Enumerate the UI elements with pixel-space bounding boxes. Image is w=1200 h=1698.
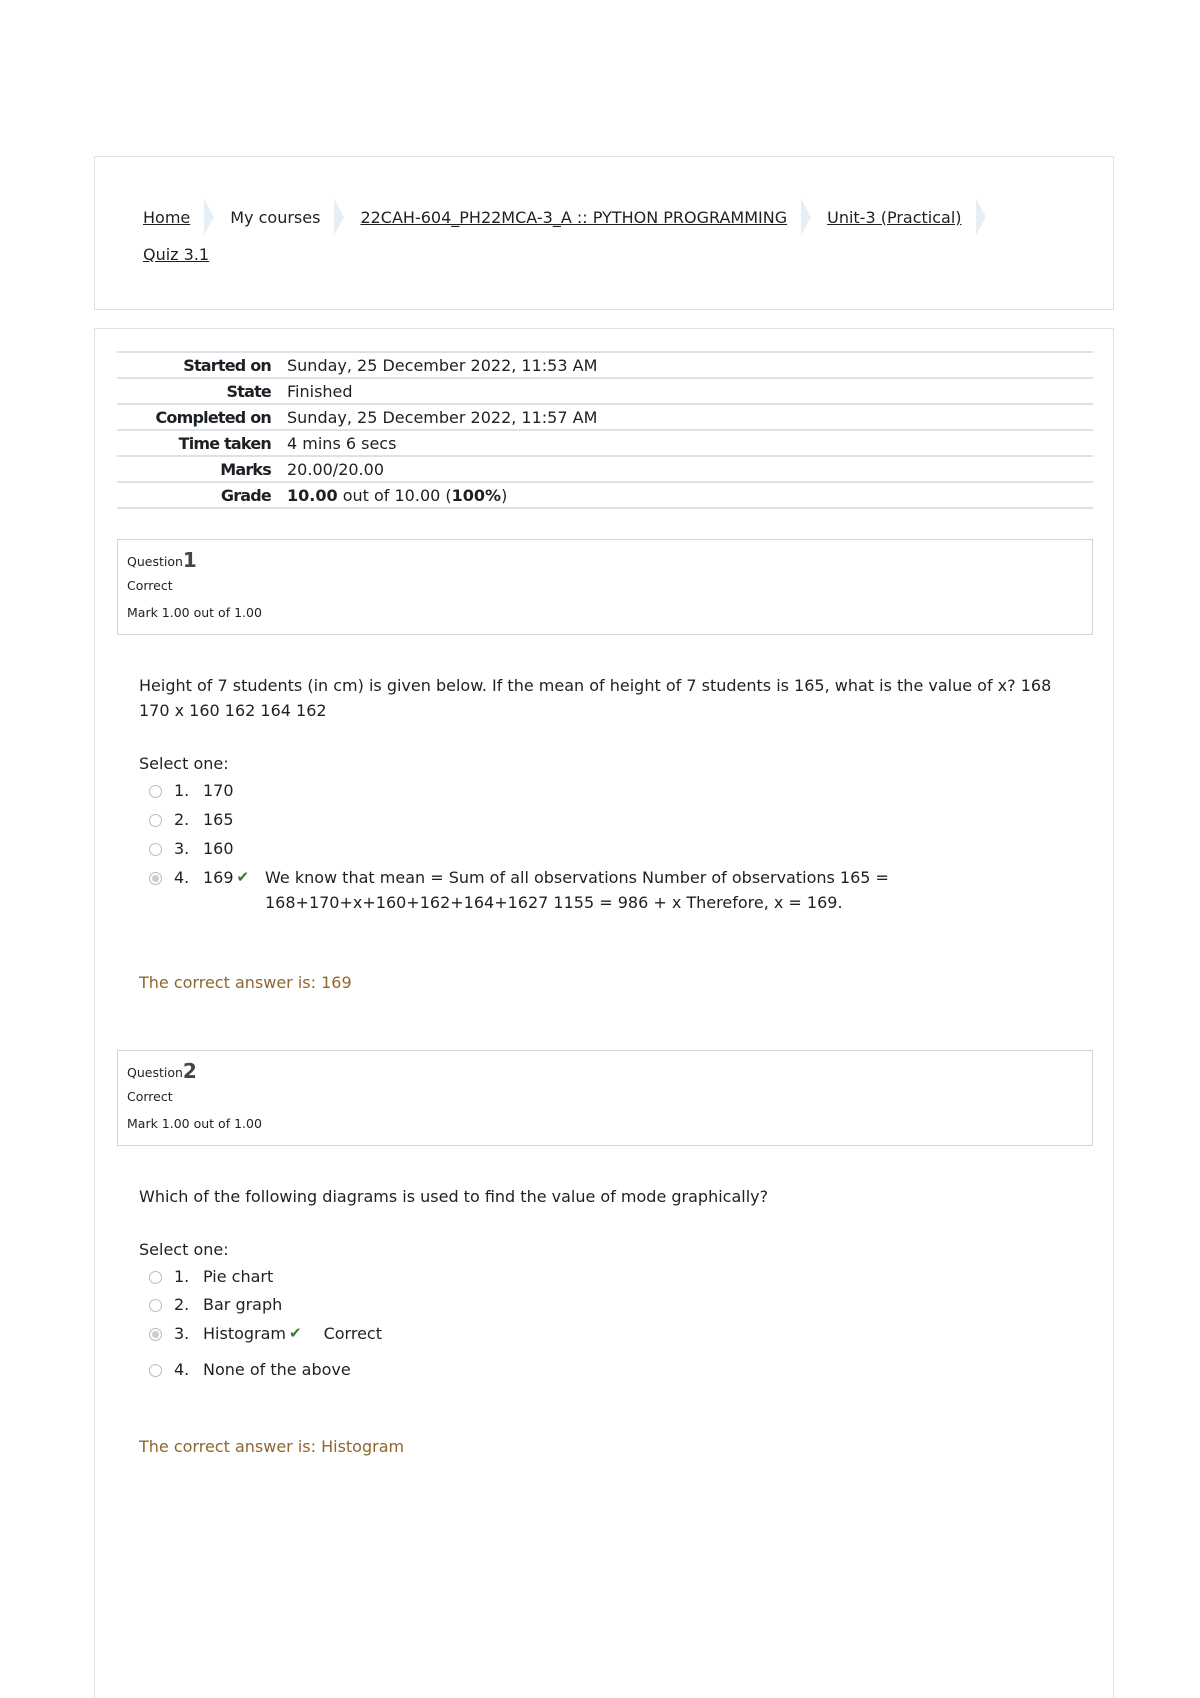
option-text: None of the above [203, 1360, 351, 1379]
answer-option[interactable] [149, 1267, 273, 1286]
summary-value: Sunday, 25 December 2022, 11:57 AM [287, 408, 598, 427]
summary-label: Completed on [155, 408, 271, 427]
summary-value: 20.00/20.00 [287, 460, 384, 479]
option-text: Histogram [203, 1324, 286, 1343]
question-state: Correct [127, 578, 173, 593]
breadcrumb-separator-icon [334, 199, 344, 235]
select-one-label: Select one: [139, 1240, 229, 1259]
option-number: 1. [174, 781, 190, 800]
question-label: Question [127, 1065, 183, 1080]
summary-row-started [117, 352, 1093, 378]
radio-button[interactable] [149, 1299, 162, 1312]
select-one-label: Select one: [139, 754, 229, 773]
option-text: 160 [203, 839, 234, 858]
answer-feedback: Correct [323, 1324, 382, 1343]
summary-label: Time taken [178, 434, 271, 453]
answer-option[interactable] [149, 810, 234, 829]
answer-option[interactable] [149, 1295, 282, 1314]
check-icon: ✔ [289, 1324, 302, 1342]
breadcrumb-separator-icon [976, 199, 986, 235]
option-text: Bar graph [203, 1295, 283, 1314]
radio-button[interactable] [149, 785, 162, 798]
summary-value: Finished [287, 382, 353, 401]
question-text-1: Height of 7 students (in cm) is given below. If the mean of height of 7 students is 165, what is the value of x? 168 170 x 160 162 164 162 [139, 676, 1052, 720]
summary-value: 4 mins 6 secs [287, 434, 397, 453]
radio-button[interactable] [149, 843, 162, 856]
question-number [127, 548, 197, 572]
option-number: 3. [174, 1324, 190, 1343]
question-grade: Mark 1.00 out of 1.00 [127, 1116, 262, 1131]
breadcrumb-panel [94, 156, 1114, 310]
option-number: 2. [174, 810, 190, 829]
grade-percent: 100% [451, 486, 502, 505]
question-number-value: 1 [182, 548, 197, 572]
question-text-2: Which of the following diagrams is used to find the value of mode graphically? [139, 1187, 769, 1206]
radio-button[interactable] [149, 1364, 162, 1377]
grade-end: ) [501, 486, 508, 505]
radio-button[interactable] [149, 1271, 162, 1284]
question-number [127, 1059, 197, 1083]
question-info-2 [117, 1050, 1093, 1146]
answer-option[interactable] [149, 1360, 351, 1379]
grade-mid: out of 10.00 ( [342, 486, 452, 505]
radio-button-checked[interactable] [149, 1328, 162, 1341]
quiz-review-region [94, 328, 1114, 1698]
option-text: 170 [203, 781, 234, 800]
answer-option[interactable] [149, 781, 234, 800]
question-label: Question [127, 554, 183, 569]
question-grade: Mark 1.00 out of 1.00 [127, 605, 262, 620]
option-number: 4. [174, 1360, 190, 1379]
option-number: 4. [174, 868, 190, 887]
quiz-summary-table [117, 351, 1093, 509]
summary-row-marks [117, 456, 1093, 482]
breadcrumb-quiz[interactable]: Quiz 3.1 [143, 245, 210, 264]
breadcrumb-separator-icon [801, 199, 811, 235]
option-text: Pie chart [203, 1267, 274, 1286]
question-state: Correct [127, 1089, 173, 1104]
radio-button-checked[interactable] [149, 872, 162, 885]
summary-row-state [117, 378, 1093, 404]
breadcrumb-course[interactable]: 22CAH-604_PH22MCA-3_A :: PYTHON PROGRAMMING [360, 207, 788, 227]
summary-row-completed [117, 404, 1093, 430]
option-text: 169 [203, 868, 234, 887]
answer-feedback: We know that mean = Sum of all observations Number of observations 165 = 168+170+x+160+162+164+1627 1155 = 986 + x Therefore, x = 169. [265, 868, 889, 912]
summary-value: Sunday, 25 December 2022, 11:53 AM [287, 356, 598, 375]
option-text: 165 [203, 810, 234, 829]
breadcrumb [143, 199, 1002, 235]
answer-option[interactable] [149, 839, 234, 858]
grade-score: 10.00 [287, 486, 338, 505]
summary-row-time [117, 430, 1093, 456]
summary-value [287, 482, 1093, 508]
summary-row-grade [117, 482, 1093, 508]
summary-label: Marks [220, 460, 271, 479]
summary-label: State [226, 382, 271, 401]
option-number: 2. [174, 1295, 190, 1314]
summary-label: Grade [220, 486, 271, 505]
check-icon: ✔ [236, 868, 250, 886]
radio-button[interactable] [149, 814, 162, 827]
option-number: 1. [174, 1267, 190, 1286]
right-answer: The correct answer is: Histogram [139, 1437, 405, 1456]
right-answer: The correct answer is: 169 [139, 973, 352, 992]
option-number: 3. [174, 839, 190, 858]
question-info-1 [117, 539, 1093, 635]
breadcrumb-home[interactable]: Home [143, 207, 191, 227]
answer-option-selected[interactable] [149, 868, 249, 887]
answer-option-selected[interactable] [149, 1324, 382, 1343]
question-number-value: 2 [182, 1059, 197, 1083]
breadcrumb-separator-icon [204, 199, 214, 235]
summary-label: Started on [183, 356, 271, 375]
breadcrumb-unit[interactable]: Unit-3 (Practical) [827, 207, 962, 227]
breadcrumb-my-courses: My courses [230, 207, 321, 227]
